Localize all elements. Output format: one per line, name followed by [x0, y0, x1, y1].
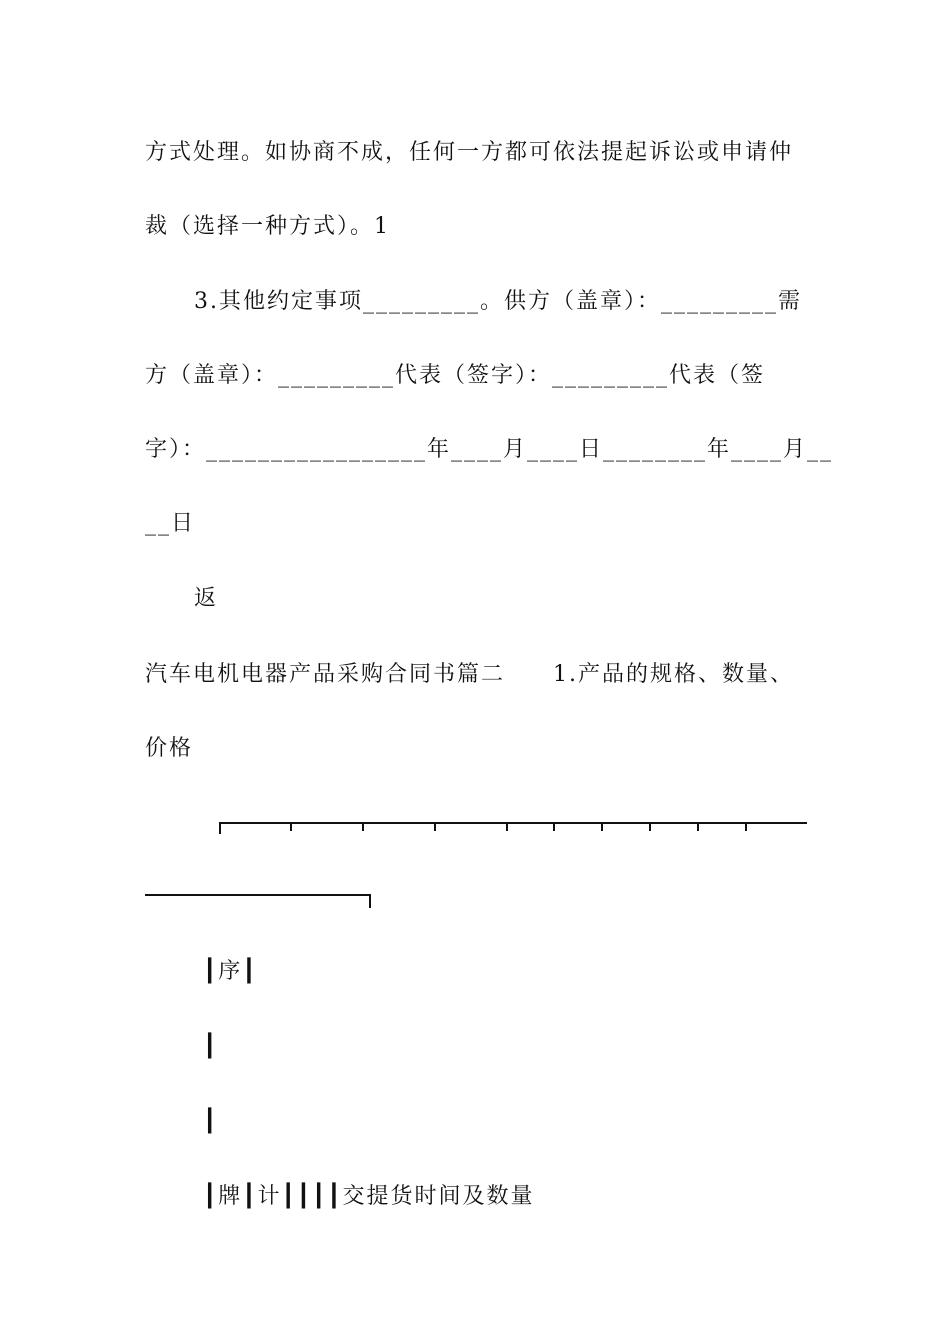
table-row: ┃ [203, 1034, 219, 1059]
paragraph-line: 字）：_________________年____月____日________年____月__ [145, 437, 834, 462]
paragraph-line: 方式处理。如协商不成，任何一方都可依法提起诉讼或申请仲 [145, 140, 794, 165]
paragraph-line: 返 [194, 586, 219, 611]
paragraph-line: 方（盖章）：_________代表（签字）：_________代表（签 [145, 363, 766, 388]
paragraph-line: 3.其他约定事项_________。供方（盖章）：_________需 [194, 289, 802, 314]
table-top-border [219, 822, 807, 824]
table-corner [219, 822, 221, 834]
table-column-tick [745, 822, 747, 831]
paragraph-line: __日 [145, 511, 196, 536]
table-column-tick [601, 822, 603, 831]
table-column-tick [649, 822, 651, 831]
table-column-tick [506, 822, 508, 831]
table-continued-border [145, 894, 371, 896]
table-column-tick [697, 822, 699, 831]
table-corner [369, 894, 371, 908]
table-row: ┃ [203, 1109, 219, 1134]
section-heading-line: 汽车电机电器产品采购合同书篇二 1.产品的规格、数量、 [145, 662, 794, 687]
table-column-tick [290, 822, 292, 831]
paragraph-line: 裁（选择一种方式）。1 [145, 214, 390, 239]
table-row: ┃牌┃计┃┃┃┃交提货时间及数量 [203, 1184, 535, 1209]
table-column-tick [553, 822, 555, 831]
table-row: ┃序┃ [203, 959, 258, 984]
table-column-tick [362, 822, 364, 831]
table-column-tick [434, 822, 436, 831]
paragraph-line: 价格 [145, 736, 194, 761]
